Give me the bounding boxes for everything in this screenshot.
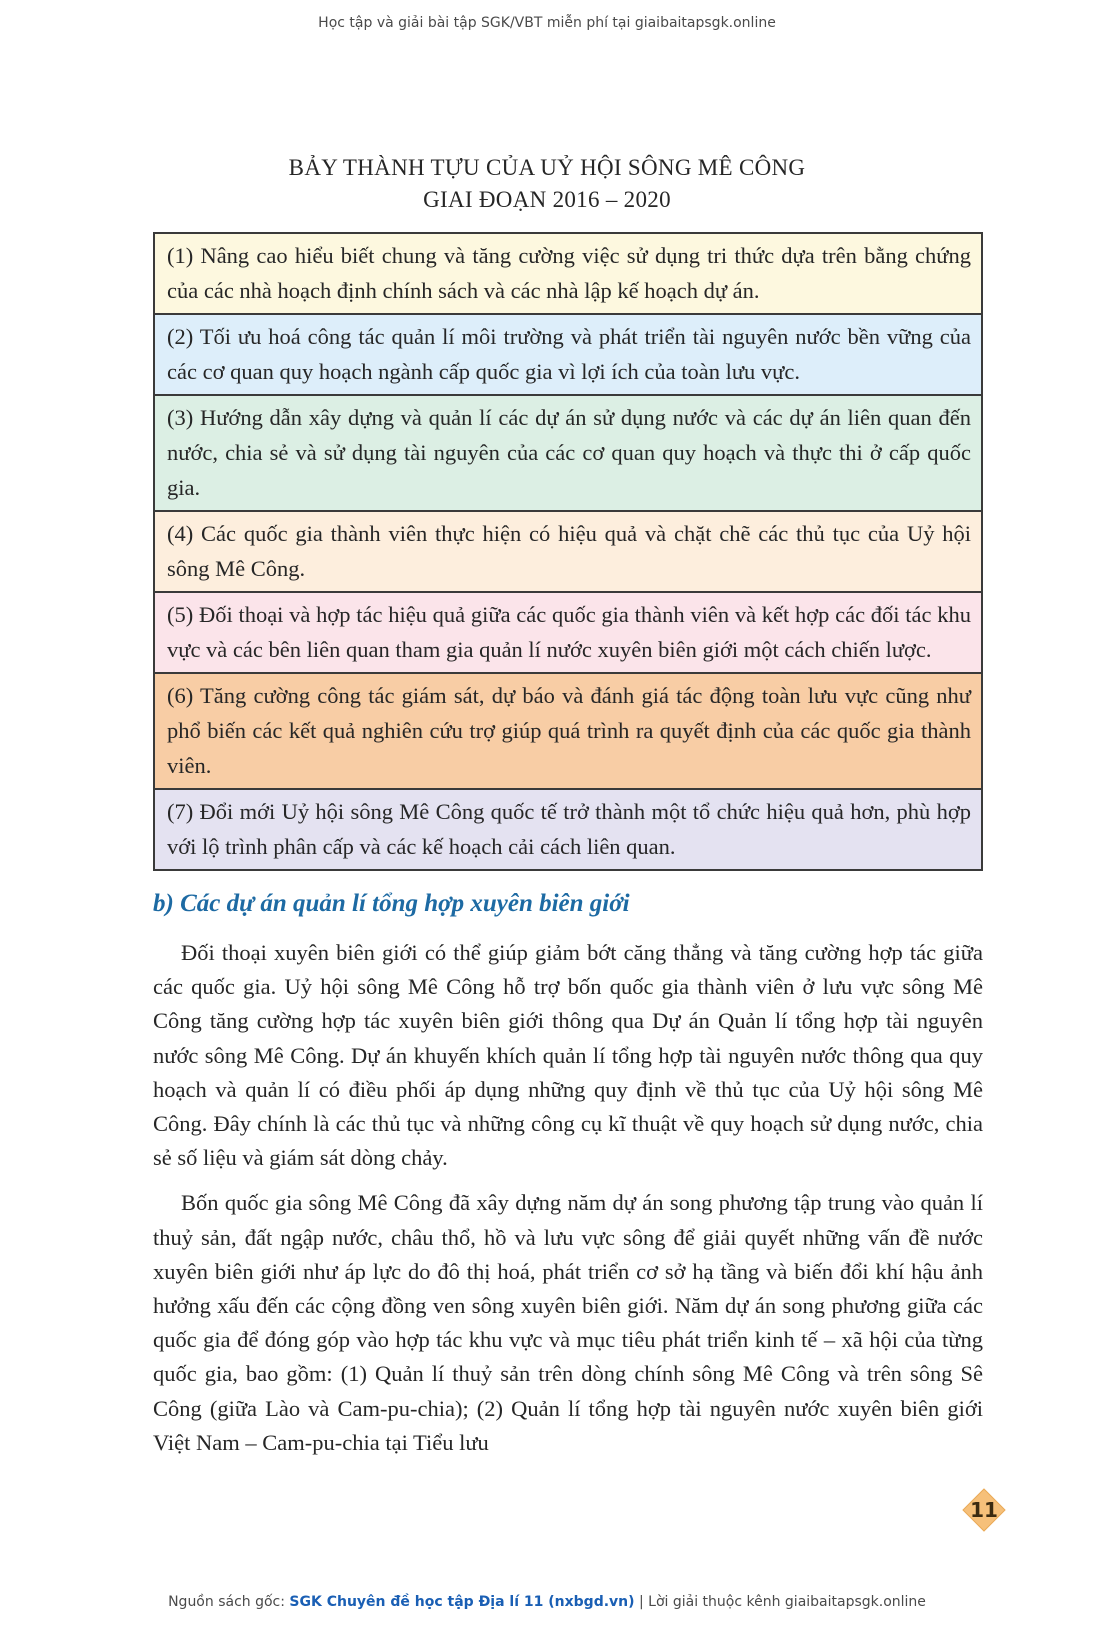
body-text — [153, 936, 983, 1471]
footer-suffix: | Lời giải thuộc kênh giaibaitapsgk.online — [634, 1594, 926, 1610]
achievement-row-5: (5) Đối thoại và hợp tác hiệu quả giữa các quốc gia thành viên và kết hợp các đối tác khu vực và các bên liên quan tham gia quản lí nước xuyên biên giới một cách chiến lược. — [155, 591, 981, 672]
achievement-row-6: (6) Tăng cường công tác giám sát, dự báo và đánh giá tác động toàn lưu vực cũng như phổ biến các kết quả nghiên cứu trợ giúp quá trình ra quyết định của các quốc gia thành viên. — [155, 672, 981, 788]
page-number-badge — [962, 1488, 1006, 1532]
achievement-row-2: (2) Tối ưu hoá công tác quản lí môi trường và phát triển tài nguyên nước bền vững của các cơ quan quy hoạch ngành cấp quốc gia vì lợi ích của toàn lưu vực. — [155, 313, 981, 394]
site-footer — [0, 1594, 1094, 1610]
paragraph-2: Bốn quốc gia sông Mê Công đã xây dựng năm dự án song phương tập trung vào quản lí thuỷ sản, đất ngập nước, châu thổ, hồ và lưu vực sông để giải quyết những vấn đề nước xuyên biên giới như áp lực do đô thị hoá, phát triển cơ sở hạ tầng và biến đổi khí hậu ảnh hưởng xấu đến các cộng đồng ven sông xuyên biên giới. Năm dự án song phương giữa các quốc gia để đóng góp vào hợp tác khu vực và mục tiêu phát triển kinh tế – xã hội của từng quốc gia, bao gồm: (1) Quản lí thuỷ sản trên dòng chính sông Mê Công và trên sông Sê Công (giữa Lào và Cam-pu-chia); (2) Quản lí tổng hợp tài nguyên nước xuyên biên giới Việt Nam – Cam-pu-chia tại Tiểu lưu — [153, 1190, 983, 1455]
achievement-row-7: (7) Đổi mới Uỷ hội sông Mê Công quốc tế trở thành một tổ chức hiệu quả hơn, phù hợp với lộ trình phân cấp và các kế hoạch cải cách liên quan. — [155, 788, 981, 869]
paragraph-1: Đối thoại xuyên biên giới có thể giúp giảm bớt căng thẳng và tăng cường hợp tác giữa các quốc gia. Uỷ hội sông Mê Công hỗ trợ bốn quốc gia thành viên ở lưu vực sông Mê Công tăng cường hợp tác xuyên biên giới thông qua Dự án Quản lí tổng hợp tài nguyên nước sông Mê Công. Dự án khuyến khích quản lí tổng hợp tài nguyên nước thông qua quy hoạch và quản lí có điều phối áp dụng những quy định về thủ tục của Uỷ hội sông Mê Công. Đây chính là các thủ tục và những công cụ kĩ thuật về quy hoạch sử dụng nước, chia sẻ số liệu và giám sát dòng chảy. — [153, 940, 983, 1171]
title-line-1: BẢY THÀNH TỰU CỦA UỶ HỘI SÔNG MÊ CÔNG — [288, 155, 806, 180]
source-book-link[interactable]: SGK Chuyên đề học tập Địa lí 11 (nxbgd.vn) — [289, 1594, 635, 1610]
achievement-row-3: (3) Hướng dẫn xây dựng và quản lí các dự án sử dụng nước và các dự án liên quan đến nước, chia sẻ và sử dụng tài nguyên của các cơ quan quy hoạch và thực thi ở cấp quốc gia. — [155, 394, 981, 510]
achievements-table — [153, 232, 983, 871]
page-number: 11 — [970, 1498, 998, 1522]
table-title — [0, 152, 1094, 216]
section-heading: b) Các dự án quản lí tổng hợp xuyên biên giới — [153, 890, 630, 917]
footer-prefix: Nguồn sách gốc: — [168, 1594, 290, 1610]
title-line-2: GIAI ĐOẠN 2016 – 2020 — [423, 187, 671, 212]
site-header-text: Học tập và giải bài tập SGK/VBT miễn phí tại giaibaitapsgk.online — [318, 15, 776, 31]
achievement-row-1: (1) Nâng cao hiểu biết chung và tăng cường việc sử dụng tri thức dựa trên bằng chứng của các nhà hoạch định chính sách và các nhà lập kế hoạch dự án. — [155, 234, 981, 313]
achievement-row-4: (4) Các quốc gia thành viên thực hiện có hiệu quả và chặt chẽ các thủ tục của Uỷ hội sông Mê Công. — [155, 510, 981, 591]
